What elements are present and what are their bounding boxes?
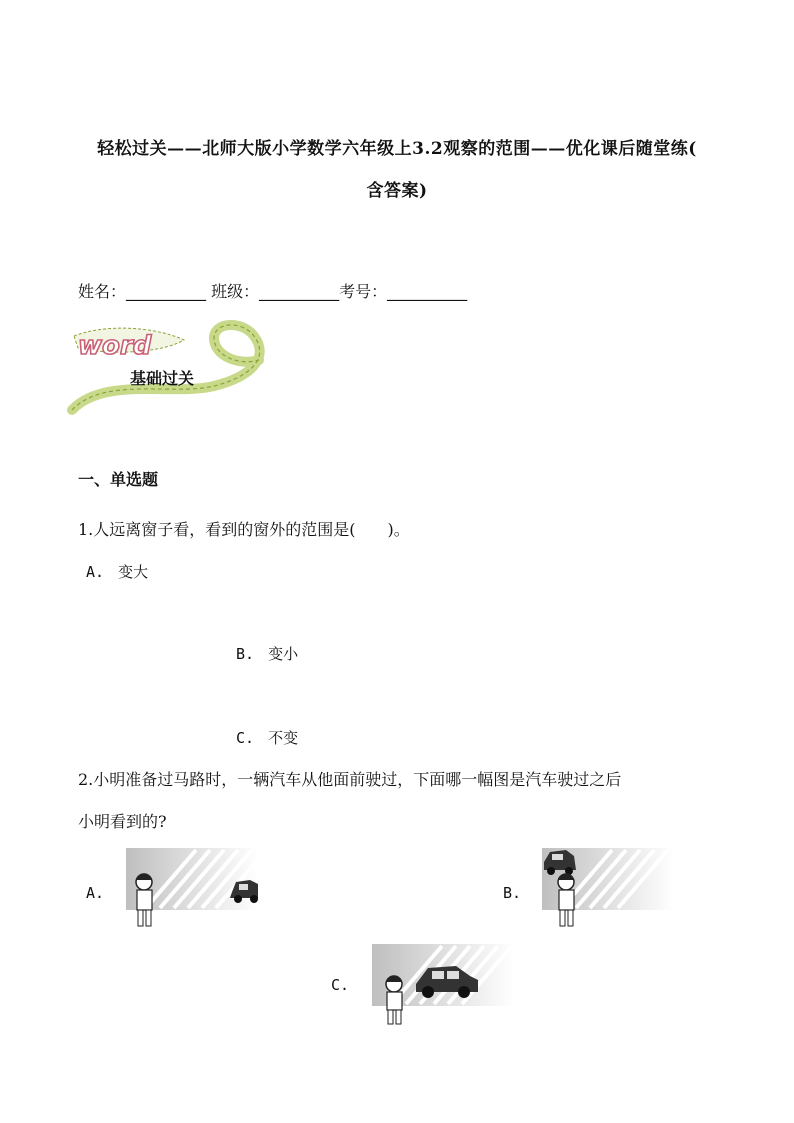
q2-option-c-key: C.: [331, 976, 350, 994]
option-key: A.: [86, 563, 105, 581]
q2-option-a-image: [126, 848, 258, 930]
q2-option-b-key: B.: [503, 884, 522, 902]
q1-option-c: [236, 727, 298, 748]
section-heading: 一、单选题: [78, 470, 159, 489]
boy-figure-icon: [386, 976, 402, 1024]
question-1-stem: 1.人远离窗子看，看到的窗外的范围是( )。: [78, 520, 410, 539]
option-key: C.: [236, 729, 255, 747]
doc-title-line-2: 含答案): [366, 181, 428, 201]
q1-option-a: [86, 561, 148, 582]
boy-figure-icon: [558, 874, 574, 926]
q2-option-b-image: [542, 848, 674, 930]
option-text: 变小: [268, 645, 299, 663]
option-text: 变大: [118, 563, 149, 581]
boy-figure-icon: [136, 874, 152, 926]
q1-option-b: [236, 643, 298, 664]
badge-label: 基础过关: [130, 369, 195, 388]
q2-option-a-key: A.: [86, 884, 105, 902]
word-logo: word: [78, 331, 152, 361]
q2-option-c-image: [372, 944, 514, 1026]
student-info-line: 姓名：__________ 班级：__________考号：__________: [78, 282, 468, 301]
question-2-stem-line-1: 2.小明准备过马路时，一辆汽车从他面前驶过，下面哪一幅图是汽车驶过之后: [78, 770, 622, 789]
option-key: B.: [236, 645, 255, 663]
option-text: 不变: [268, 729, 299, 747]
doc-title-line-1: 轻松过关——北师大版小学数学六年级上3.2观察的范围——优化课后随堂练(: [97, 139, 697, 159]
question-2-stem-line-2: 小明看到的?: [78, 812, 167, 831]
